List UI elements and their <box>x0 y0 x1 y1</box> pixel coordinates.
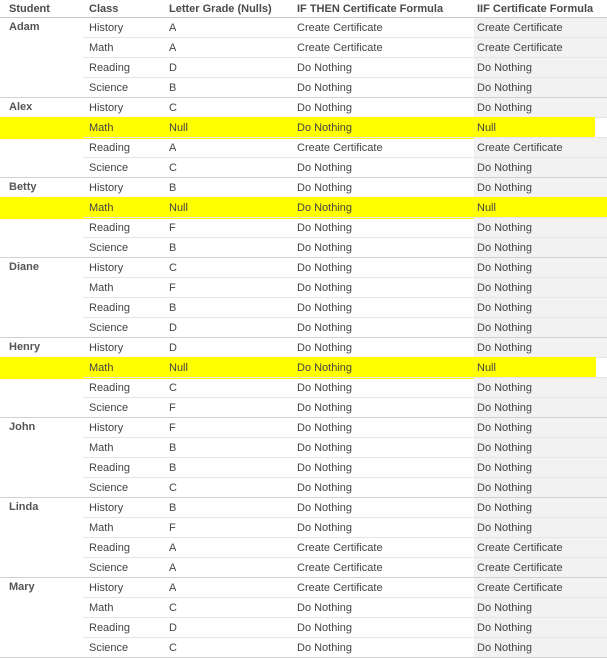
class-cell[interactable]: Math <box>89 362 114 374</box>
if-then-cell[interactable]: Create Certificate <box>297 542 383 554</box>
student-name[interactable]: Diane <box>9 261 39 273</box>
if-then-cell[interactable]: Do Nothing <box>297 502 353 514</box>
if-then-cell[interactable]: Do Nothing <box>297 122 353 134</box>
class-cell[interactable]: History <box>89 102 124 114</box>
grade-cell[interactable]: F <box>169 222 176 234</box>
iif-cell[interactable]: Create Certificate <box>477 582 563 594</box>
group-divider <box>0 657 607 658</box>
table-row[interactable] <box>83 338 607 358</box>
grade-cell[interactable]: C <box>169 482 177 494</box>
grade-cell[interactable]: B <box>169 442 177 454</box>
iif-cell[interactable]: Do Nothing <box>477 162 533 174</box>
table-row[interactable] <box>83 198 607 218</box>
iif-cell[interactable]: Create Certificate <box>477 42 563 54</box>
if-then-cell[interactable]: Do Nothing <box>297 242 353 254</box>
table-row[interactable] <box>83 298 607 318</box>
grade-cell[interactable]: C <box>169 602 177 614</box>
table-row[interactable] <box>83 78 607 98</box>
table-row[interactable] <box>83 518 607 538</box>
iif-cell[interactable]: Do Nothing <box>477 642 533 654</box>
class-cell[interactable]: History <box>89 422 124 434</box>
grade-cell[interactable]: F <box>169 282 176 294</box>
class-cell[interactable]: Science <box>89 242 129 254</box>
table-row[interactable] <box>83 398 607 418</box>
grade-cell[interactable]: C <box>169 262 177 274</box>
header-student[interactable]: Student <box>9 3 50 15</box>
table-row[interactable] <box>83 118 607 138</box>
table-row[interactable] <box>83 418 607 438</box>
table-row[interactable] <box>83 478 607 498</box>
class-cell[interactable]: Reading <box>89 302 130 314</box>
iif-cell[interactable]: Do Nothing <box>477 382 533 394</box>
header-letter-grade[interactable]: Letter Grade (Nulls) <box>169 3 272 15</box>
student-name[interactable]: Betty <box>9 181 37 193</box>
table-row[interactable] <box>83 438 607 458</box>
table-row[interactable] <box>83 218 607 238</box>
iif-cell[interactable]: Do Nothing <box>477 222 533 234</box>
grade-cell[interactable]: A <box>169 542 177 554</box>
table-row[interactable] <box>83 578 607 598</box>
class-cell[interactable]: Science <box>89 322 129 334</box>
class-cell[interactable]: History <box>89 582 124 594</box>
class-cell[interactable]: Math <box>89 522 114 534</box>
class-cell[interactable]: History <box>89 22 124 34</box>
if-then-cell[interactable]: Create Certificate <box>297 562 383 574</box>
student-name[interactable]: Linda <box>9 501 39 513</box>
class-cell[interactable]: Math <box>89 42 114 54</box>
grade-cell[interactable]: A <box>169 562 177 574</box>
if-then-cell[interactable]: Do Nothing <box>297 102 353 114</box>
grade-cell[interactable]: A <box>169 42 177 54</box>
iif-cell[interactable]: Create Certificate <box>477 562 563 574</box>
iif-cell[interactable]: Do Nothing <box>477 82 533 94</box>
iif-cell[interactable]: Do Nothing <box>477 262 533 274</box>
grade-cell[interactable]: Null <box>169 202 188 214</box>
class-cell[interactable]: Reading <box>89 622 130 634</box>
table-row[interactable] <box>83 458 607 478</box>
if-then-cell[interactable]: Create Certificate <box>297 22 383 34</box>
student-name[interactable]: Adam <box>9 21 40 33</box>
table-row[interactable] <box>83 638 607 658</box>
iif-cell[interactable]: Create Certificate <box>477 542 563 554</box>
if-then-cell[interactable]: Do Nothing <box>297 622 353 634</box>
grade-cell[interactable]: D <box>169 62 177 74</box>
table-header <box>0 0 607 18</box>
if-then-cell[interactable]: Do Nothing <box>297 322 353 334</box>
class-cell[interactable]: Reading <box>89 462 130 474</box>
if-then-cell[interactable]: Do Nothing <box>297 302 353 314</box>
if-then-cell[interactable]: Do Nothing <box>297 602 353 614</box>
table-row[interactable] <box>83 18 607 38</box>
table-row[interactable] <box>83 558 607 578</box>
iif-cell[interactable]: Do Nothing <box>477 422 533 434</box>
class-cell[interactable]: History <box>89 342 124 354</box>
table-row[interactable] <box>83 38 607 58</box>
class-cell[interactable]: History <box>89 182 124 194</box>
if-then-cell[interactable]: Do Nothing <box>297 402 353 414</box>
table-row[interactable] <box>83 98 607 118</box>
class-cell[interactable]: Reading <box>89 62 130 74</box>
iif-cell[interactable]: Do Nothing <box>477 182 533 194</box>
iif-cell[interactable]: Do Nothing <box>477 342 533 354</box>
grade-cell[interactable]: B <box>169 462 177 474</box>
table-row[interactable] <box>83 238 607 258</box>
iif-cell[interactable]: Do Nothing <box>477 62 533 74</box>
iif-cell[interactable]: Create Certificate <box>477 142 563 154</box>
iif-cell[interactable]: Do Nothing <box>477 242 533 254</box>
if-then-cell[interactable]: Do Nothing <box>297 162 353 174</box>
if-then-cell[interactable]: Do Nothing <box>297 342 353 354</box>
table-row[interactable] <box>83 278 607 298</box>
table-row[interactable] <box>83 618 607 638</box>
grade-cell[interactable]: F <box>169 522 176 534</box>
iif-cell[interactable]: Do Nothing <box>477 462 533 474</box>
grade-cell[interactable]: B <box>169 182 177 194</box>
class-cell[interactable]: Reading <box>89 142 130 154</box>
table-row[interactable] <box>83 378 607 398</box>
iif-cell[interactable]: Do Nothing <box>477 302 533 314</box>
if-then-cell[interactable]: Do Nothing <box>297 442 353 454</box>
grade-cell[interactable]: A <box>169 142 177 154</box>
student-name[interactable]: John <box>9 421 36 433</box>
grade-cell[interactable]: C <box>169 162 177 174</box>
class-cell[interactable]: Math <box>89 122 114 134</box>
table-row[interactable] <box>83 358 607 378</box>
class-cell[interactable]: History <box>89 502 124 514</box>
iif-cell[interactable]: Do Nothing <box>477 402 533 414</box>
iif-cell[interactable]: Do Nothing <box>477 322 533 334</box>
table-row[interactable] <box>83 158 607 178</box>
iif-cell[interactable]: Do Nothing <box>477 102 533 114</box>
class-cell[interactable]: Reading <box>89 542 130 554</box>
iif-cell[interactable]: Do Nothing <box>477 482 533 494</box>
class-cell[interactable]: History <box>89 262 124 274</box>
iif-cell[interactable]: Null <box>477 122 496 134</box>
grade-cell[interactable]: Null <box>169 122 188 134</box>
if-then-cell[interactable]: Do Nothing <box>297 642 353 654</box>
if-then-cell[interactable]: Do Nothing <box>297 182 353 194</box>
if-then-cell[interactable]: Do Nothing <box>297 462 353 474</box>
grade-cell[interactable]: A <box>169 582 177 594</box>
iif-cell[interactable]: Null <box>477 362 496 374</box>
class-cell[interactable]: Reading <box>89 382 130 394</box>
class-cell[interactable]: Math <box>89 602 114 614</box>
if-then-cell[interactable]: Do Nothing <box>297 222 353 234</box>
if-then-cell[interactable]: Do Nothing <box>297 282 353 294</box>
table-row[interactable] <box>83 178 607 198</box>
table-row[interactable] <box>83 598 607 618</box>
class-cell[interactable]: Math <box>89 282 114 294</box>
grade-cell[interactable]: F <box>169 402 176 414</box>
if-then-cell[interactable]: Do Nothing <box>297 382 353 394</box>
grade-cell[interactable]: D <box>169 322 177 334</box>
grade-cell[interactable]: C <box>169 382 177 394</box>
if-then-cell[interactable]: Do Nothing <box>297 522 353 534</box>
table-row[interactable] <box>83 258 607 278</box>
iif-cell[interactable]: Do Nothing <box>477 602 533 614</box>
table-row[interactable] <box>83 138 607 158</box>
student-name[interactable]: Henry <box>9 341 41 353</box>
header-iif-formula[interactable]: IIF Certificate Formula <box>477 3 594 15</box>
grade-cell[interactable]: F <box>169 422 176 434</box>
table-row[interactable] <box>83 538 607 558</box>
if-then-cell[interactable]: Do Nothing <box>297 362 353 374</box>
iif-cell[interactable]: Do Nothing <box>477 442 533 454</box>
if-then-cell[interactable]: Do Nothing <box>297 62 353 74</box>
table-row[interactable] <box>83 58 607 78</box>
grade-cell[interactable]: B <box>169 242 177 254</box>
table-row[interactable] <box>83 498 607 518</box>
if-then-cell[interactable]: Do Nothing <box>297 262 353 274</box>
class-cell[interactable]: Reading <box>89 222 130 234</box>
class-cell[interactable]: Math <box>89 202 114 214</box>
student-name[interactable]: Mary <box>9 581 35 593</box>
class-cell[interactable]: Science <box>89 82 129 94</box>
student-name[interactable]: Alex <box>9 101 33 113</box>
iif-cell[interactable]: Null <box>477 202 496 214</box>
iif-cell[interactable]: Do Nothing <box>477 282 533 294</box>
iif-cell[interactable]: Do Nothing <box>477 502 533 514</box>
if-then-cell[interactable]: Create Certificate <box>297 582 383 594</box>
if-then-cell[interactable]: Create Certificate <box>297 142 383 154</box>
if-then-cell[interactable]: Do Nothing <box>297 482 353 494</box>
if-then-cell[interactable]: Create Certificate <box>297 42 383 54</box>
class-cell[interactable]: Science <box>89 642 129 654</box>
iif-cell[interactable]: Do Nothing <box>477 622 533 634</box>
if-then-cell[interactable]: Do Nothing <box>297 422 353 434</box>
if-then-cell[interactable]: Do Nothing <box>297 202 353 214</box>
header-class[interactable]: Class <box>89 3 119 15</box>
class-cell[interactable]: Science <box>89 162 129 174</box>
grade-cell[interactable]: B <box>169 302 177 314</box>
iif-cell[interactable]: Create Certificate <box>477 22 563 34</box>
grade-cell[interactable]: B <box>169 82 177 94</box>
grade-cell[interactable]: Null <box>169 362 188 374</box>
grade-cell[interactable]: D <box>169 622 177 634</box>
header-if-then-formula[interactable]: IF THEN Certificate Formula <box>297 3 444 15</box>
class-cell[interactable]: Science <box>89 562 129 574</box>
if-then-cell[interactable]: Do Nothing <box>297 82 353 94</box>
iif-cell[interactable]: Do Nothing <box>477 522 533 534</box>
class-cell[interactable]: Science <box>89 482 129 494</box>
grade-cell[interactable]: D <box>169 342 177 354</box>
class-cell[interactable]: Science <box>89 402 129 414</box>
grade-cell[interactable]: C <box>169 102 177 114</box>
grade-cell[interactable]: B <box>169 502 177 514</box>
grade-cell[interactable]: A <box>169 22 177 34</box>
class-cell[interactable]: Math <box>89 442 114 454</box>
table-row[interactable] <box>83 318 607 338</box>
grade-cell[interactable]: C <box>169 642 177 654</box>
